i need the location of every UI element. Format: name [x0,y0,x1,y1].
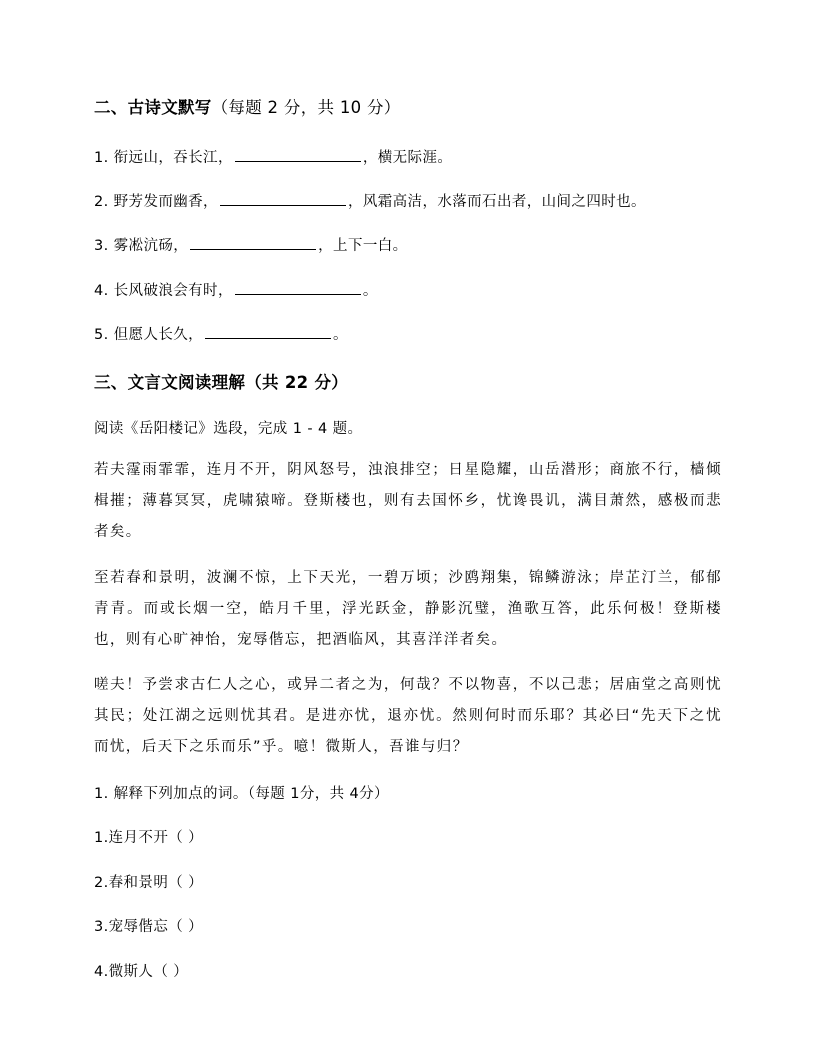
passage-paragraph-2: 至若春和景明，波澜不惊，上下天光，一碧万顷；沙鸥翔集，锦鳞游泳；岸芷汀兰，郁郁青青。而或长烟一空，皓月千里，浮光跃金，静影沉璧，渔歌互答，此乐何极！登斯楼也，则有心旷神怡，宠辱偕忘，把酒临风，其喜洋洋者矣。 [94,570,722,648]
fill-in-prefix: 4. 长风破浪会有时， [94,283,233,299]
answer-blank-2[interactable] [220,191,346,206]
vocab-item-2: 2.春和景明（ ） [94,875,204,891]
section-3-title: 三、文言文阅读理解（共 22 分） [94,373,349,392]
fill-in-prefix: 3. 雾凇沆砀， [94,238,189,254]
fill-in-suffix: ，横无际涯。 [362,150,453,166]
answer-blank-3[interactable] [190,235,316,250]
section-3-heading [94,369,348,393]
answer-blank-5[interactable] [205,324,331,339]
section-2-heading [94,94,401,118]
fill-in-item-4 [94,279,378,300]
fill-in-item-2 [94,190,646,211]
section-2-title: 二、古诗文默写 [94,98,212,117]
fill-in-suffix: ，风霜高洁，水落而石出者，山间之四时也。 [347,194,646,210]
passage-paragraph-1: 若夫霪雨霏霏，连月不开，阴风怒号，浊浪排空；日星隐耀，山岳潜形；商旅不行，樯倾楫摧；薄暮冥冥，虎啸猿啼。登斯楼也，则有去国怀乡，忧谗畏讥，满目萧然，感极而悲者矣。 [94,462,722,540]
fill-in-suffix: 。 [362,283,378,299]
answer-blank-4[interactable] [235,280,361,295]
fill-in-prefix: 5. 但愿人长久， [94,327,204,343]
reading-instructions: 阅读《岳阳楼记》选段，完成 1 - 4 题。 [94,421,363,437]
fill-in-item-3 [94,234,408,255]
question-1-prompt: 1. 解释下列加点的词。（每题 1分，共 4分） [94,786,389,802]
vocab-item-3: 3.宠辱偕忘（ ） [94,919,204,935]
answer-blank-1[interactable] [235,147,361,162]
passage-paragraph-3: 嗟夫！予尝求古仁人之心，或异二者之为，何哉？不以物喜，不以己悲；居庙堂之高则忧其民；处江湖之远则忧其君。是进亦忧，退亦忧。然则何时而乐耶？其必曰“先天下之忧而忧，后天下之乐而乐”乎。噫！微斯人，吾谁与归？ [94,677,722,755]
fill-in-item-1 [94,146,452,167]
vocab-item-1: 1.连月不开（ ） [94,830,204,846]
fill-in-prefix: 2. 野芳发而幽香， [94,194,218,210]
fill-in-suffix: ，上下一白。 [318,238,408,254]
fill-in-suffix: 。 [333,327,348,343]
vocab-item-4: 4.微斯人（ ） [94,964,189,980]
fill-in-item-5 [94,323,348,344]
section-2-score-note: （每题 2 分，共 10 分） [211,98,401,117]
fill-in-prefix: 1. 衔远山，吞长江， [94,150,233,166]
